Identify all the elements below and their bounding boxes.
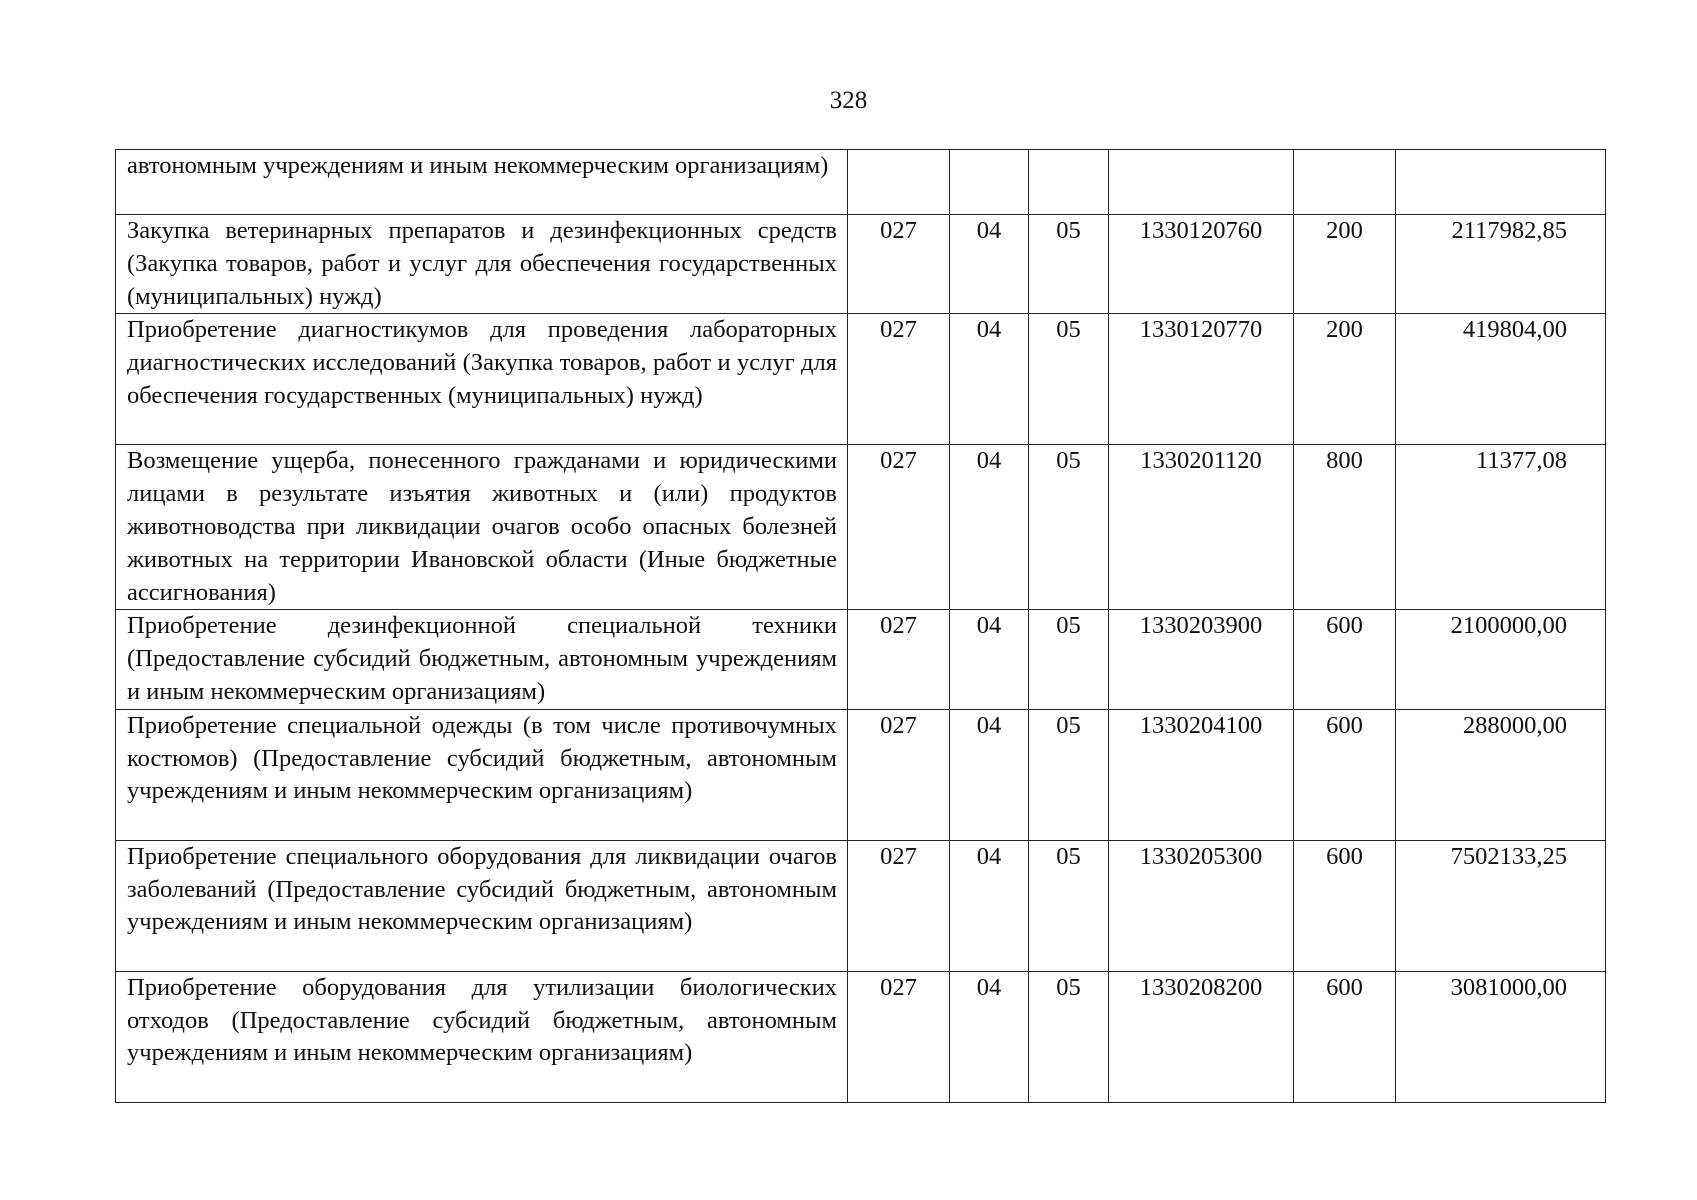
cell-expense-type: 600: [1294, 840, 1396, 971]
cell-subsection: [1029, 150, 1109, 215]
cell-expense-type: 800: [1294, 445, 1396, 610]
cell-amount: 419804,00: [1396, 314, 1606, 445]
row-description: Приобретение оборудования для утилизации биологических отходов (Предоставление субсидий бюджетным, автономным учреждениям и иным некоммерческим организациям): [116, 971, 848, 1102]
cell-ministry-code: 027: [848, 314, 950, 445]
cell-target-article: 1330204100: [1109, 709, 1294, 840]
cell-expense-type: 200: [1294, 215, 1396, 314]
cell-subsection: 05: [1029, 840, 1109, 971]
row-description: Закупка ветеринарных препаратов и дезинфекционных средств (Закупка товаров, работ и услуг для обеспечения государственных (муниципальных) нужд): [116, 215, 848, 314]
cell-section: 04: [950, 971, 1029, 1102]
cell-target-article: 1330203900: [1109, 610, 1294, 709]
cell-target-article: 1330208200: [1109, 971, 1294, 1102]
cell-amount: 2117982,85: [1396, 215, 1606, 314]
budget-table: [115, 149, 1606, 1103]
cell-amount: [1396, 150, 1606, 215]
table-row: [116, 840, 1606, 971]
table-row: [116, 610, 1606, 709]
row-description: Приобретение специальной одежды (в том числе противочумных костюмов) (Предоставление субсидий бюджетным, автономным учреждениям и иным некоммерческим организациям): [116, 709, 848, 840]
cell-ministry-code: 027: [848, 971, 950, 1102]
cell-target-article: [1109, 150, 1294, 215]
cell-expense-type: 600: [1294, 709, 1396, 840]
row-description: Возмещение ущерба, понесенного гражданами и юридическими лицами в результате изъятия животных и (или) продуктов животноводства при ликвидации очагов особо опасных болезней животных на территории Ивановской области (Иные бюджетные ассигнования): [116, 445, 848, 610]
cell-ministry-code: 027: [848, 840, 950, 971]
cell-ministry-code: 027: [848, 445, 950, 610]
cell-subsection: 05: [1029, 971, 1109, 1102]
cell-ministry-code: 027: [848, 215, 950, 314]
cell-subsection: 05: [1029, 709, 1109, 840]
row-description: Приобретение дезинфекционной специальной техники (Предоставление субсидий бюджетным, автономным учреждениям и иным некоммерческим организациям): [116, 610, 848, 709]
row-description: автономным учреждениям и иным некоммерческим организациям): [116, 150, 848, 215]
cell-subsection: 05: [1029, 610, 1109, 709]
cell-target-article: 1330201120: [1109, 445, 1294, 610]
table-row: [116, 971, 1606, 1102]
cell-target-article: 1330205300: [1109, 840, 1294, 971]
cell-ministry-code: 027: [848, 610, 950, 709]
table-row: [116, 709, 1606, 840]
cell-amount: 288000,00: [1396, 709, 1606, 840]
cell-expense-type: [1294, 150, 1396, 215]
table-row: [116, 445, 1606, 610]
table-row: [116, 314, 1606, 445]
cell-subsection: 05: [1029, 314, 1109, 445]
cell-section: 04: [950, 610, 1029, 709]
table-row: [116, 150, 1606, 215]
budget-table-body: [116, 150, 1606, 1103]
cell-amount: 2100000,00: [1396, 610, 1606, 709]
cell-ministry-code: 027: [848, 709, 950, 840]
cell-section: 04: [950, 314, 1029, 445]
table-row: [116, 215, 1606, 314]
cell-subsection: 05: [1029, 215, 1109, 314]
cell-amount: 3081000,00: [1396, 971, 1606, 1102]
cell-amount: 7502133,25: [1396, 840, 1606, 971]
cell-section: 04: [950, 215, 1029, 314]
cell-expense-type: 600: [1294, 610, 1396, 709]
cell-target-article: 1330120760: [1109, 215, 1294, 314]
cell-expense-type: 600: [1294, 971, 1396, 1102]
cell-ministry-code: [848, 150, 950, 215]
cell-section: 04: [950, 840, 1029, 971]
page-number: 328: [829, 87, 868, 114]
cell-section: 04: [950, 709, 1029, 840]
cell-target-article: 1330120770: [1109, 314, 1294, 445]
cell-subsection: 05: [1029, 445, 1109, 610]
row-description: Приобретение специального оборудования для ликвидации очагов заболеваний (Предоставление субсидий бюджетным, автономным учреждениям и иным некоммерческим организациям): [116, 840, 848, 971]
cell-amount: 11377,08: [1396, 445, 1606, 610]
row-description: Приобретение диагностикумов для проведения лабораторных диагностических исследований (Закупка товаров, работ и услуг для обеспечения государственных (муниципальных) нужд): [116, 314, 848, 445]
cell-section: [950, 150, 1029, 215]
cell-section: 04: [950, 445, 1029, 610]
cell-expense-type: 200: [1294, 314, 1396, 445]
